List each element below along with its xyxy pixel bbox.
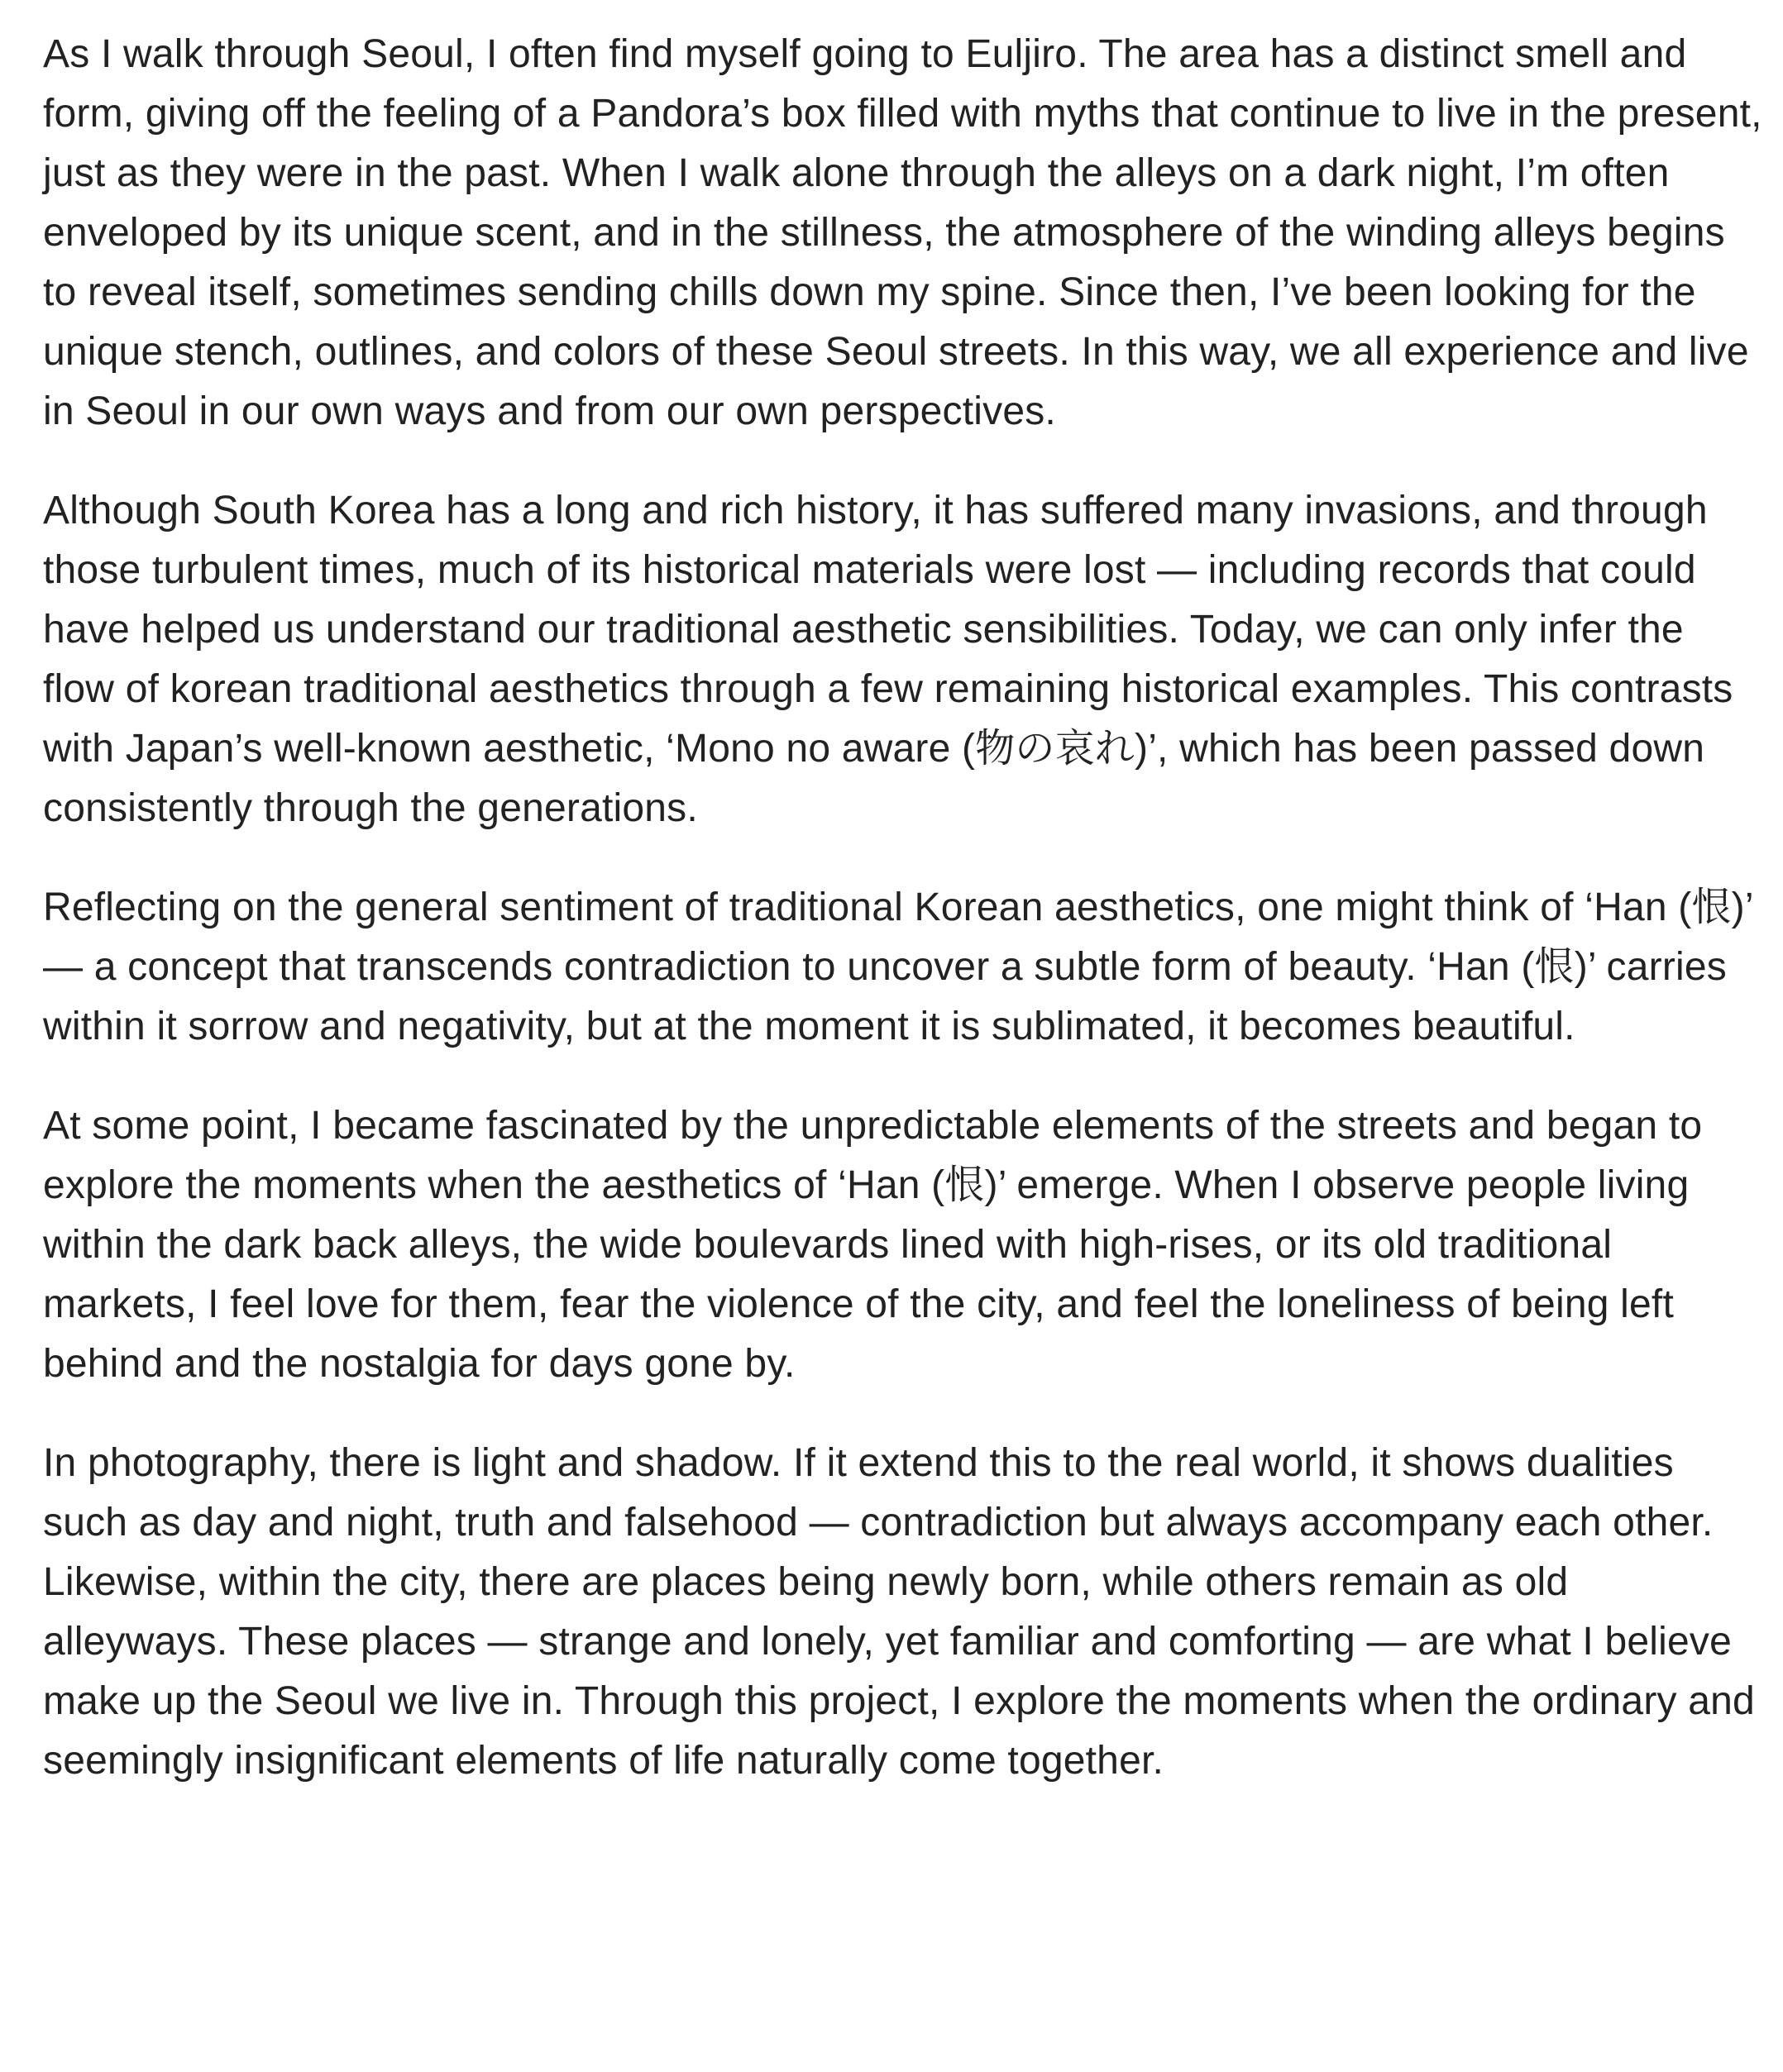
article-body [43, 25, 1763, 1791]
paragraph-streets: At some point, I became fascinated by the unpredictable elements of the streets and began to explore the moments when the aesthetics of ‘Han (恨)’ emerge. When I observe people living within the dark back alleys, the wide boulevards lined with high-rises, or its old traditional markets, I feel love for them, fear the violence of the city, and feel the loneliness of being left behind and the nostalgia for days gone by. [43, 1104, 1703, 1386]
paragraph-history: Although South Korea has a long and rich history, it has suffered many invasions, and through those turbulent times, much of its historical materials were lost — including records that could have helped us understand our traditional aesthetic sensibilities. Today, we can only infer the flow of korean traditional aesthetics through a few remaining historical examples. This contrasts with Japan’s well-known aesthetic, ‘Mono no aware (物の哀れ)’, which has been passed down consistently through the generations. [43, 489, 1733, 830]
paragraph-han-aesthetics: Reflecting on the general sentiment of traditional Korean aesthetics, one might think of ‘Han (恨)’ — a concept that transcends contradiction to uncover a subtle form of beauty. ‘Han (恨)’ carries within it sorrow and negativity, but at the moment it is sublimated, it becomes beautiful. [43, 886, 1752, 1048]
paragraph-euljiro: As I walk through Seoul, I often find myself going to Euljiro. The area has a distinct smell and form, giving off the feeling of a Pandora’s box filled with myths that continue to live in the present, just as they were in the past. When I walk alone through the alleys on a dark night, I’m often enveloped by its unique scent, and in the stillness, the atmosphere of the winding alleys begins to reveal itself, sometimes sending chills down my spine. Since then, I’ve been looking for the unique stench, outlines, and colors of these Seoul streets. In this way, we all experience and live in Seoul in our own ways and from our own perspectives. [43, 32, 1762, 433]
paragraph-photography: In photography, there is light and shadow. If it extend this to the real world, it shows dualities such as day and night, truth and falsehood — contradiction but always accompany each other. Likewise, within the city, there are places being newly born, while others remain as old alleyways. These places — strange and lonely, yet familiar and comforting — are what I believe make up the Seoul we live in. Through this project, I explore the moments when the ordinary and seemingly insignificant elements of life naturally come together. [43, 1441, 1755, 1783]
